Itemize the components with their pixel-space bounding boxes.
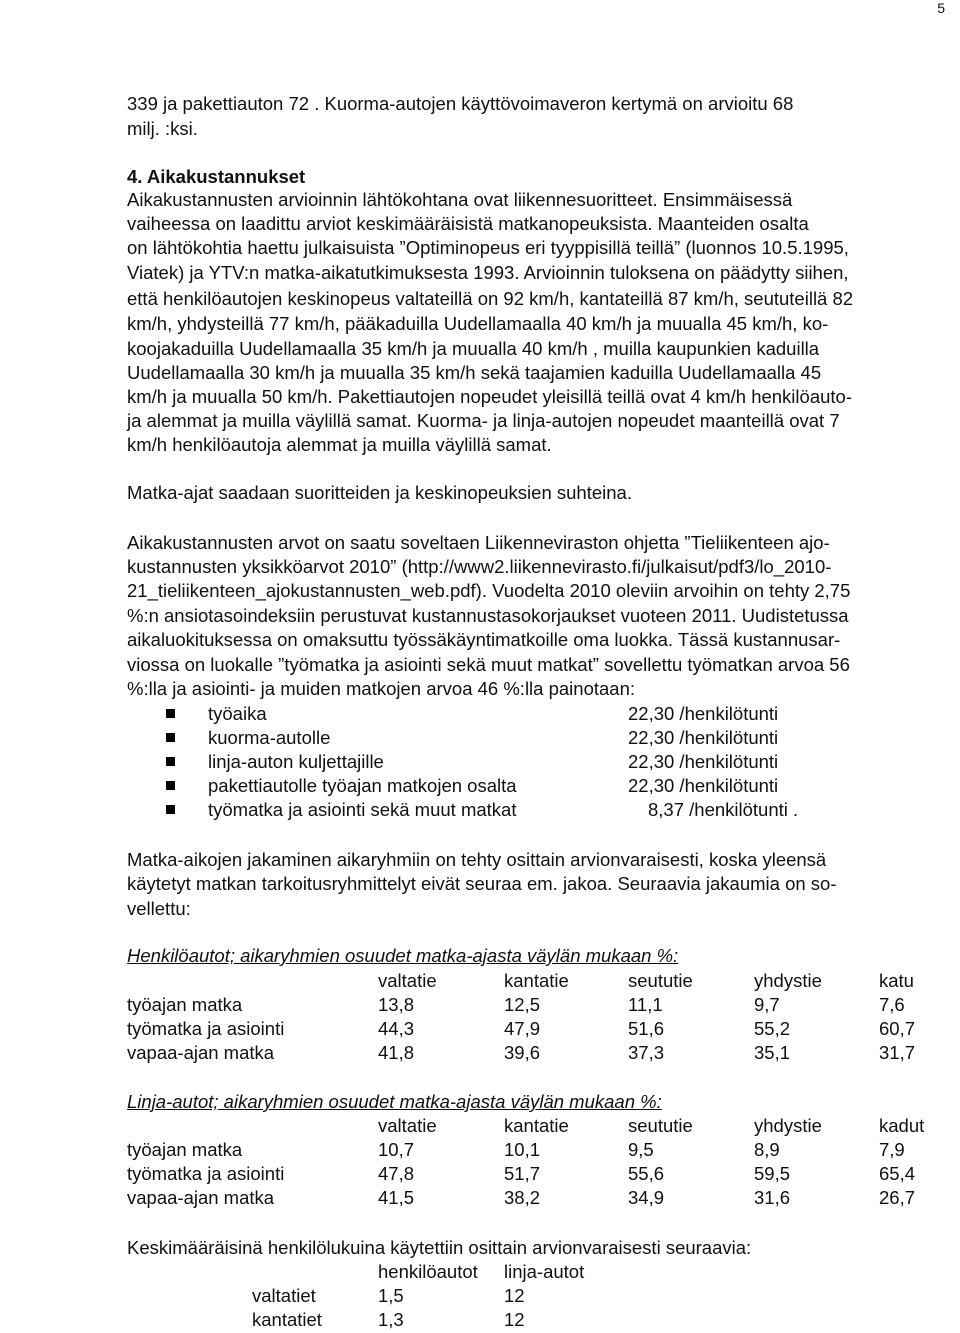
paragraph-line: on lähtökohtia haettu julkaisuista ”Optiminopeus eri tyyppisillä teillä” (luonnos 10.5.1995, (127, 237, 849, 258)
row-label: työmatka ja asiointi (127, 1018, 285, 1039)
time-value-label: kuorma-autolle (208, 727, 331, 748)
table-cell: 11,1 (628, 994, 663, 1015)
bullet-icon (166, 709, 175, 718)
bullet-icon (166, 733, 175, 742)
table-cell: 31,6 (754, 1187, 791, 1208)
time-value-amount: 22,30 /henkilötunti (628, 751, 779, 772)
time-value-label: työaika (208, 703, 267, 724)
page-number: 5 (937, 0, 945, 16)
paragraph-line: Aikakustannusten arvot on saatu soveltaen Liikenneviraston ohjetta ”Tieliikenteen ajo- (127, 532, 830, 553)
section-heading: 4. Aikakustannukset (127, 166, 306, 187)
paragraph-line: vellettu: (127, 898, 191, 919)
paragraph-line: vaiheessa on laadittu arviot keskimääräisistä matkanopeuksista. Maanteiden osalta (127, 213, 809, 234)
time-value-amount: 22,30 /henkilötunti (628, 703, 779, 724)
paragraph-line: Matka-aikojen jakaminen aikaryhmiin on tehty osittain arvionvaraisesti, koska yleensä (127, 849, 827, 870)
paragraph-line: Keskimääräisinä henkilölukuina käytettiin osittain arvionvaraisesti seuraavia: (127, 1237, 752, 1258)
paragraph-line: km/h henkilöautoja alemmat ja muilla väylillä samat. (127, 434, 552, 455)
table-cell: 31,7 (879, 1042, 916, 1063)
paragraph-line: Matka-ajat saadaan suoritteiden ja keskinopeuksien suhteina. (127, 482, 632, 503)
table-cell: 55,6 (628, 1163, 665, 1184)
table-cell: 26,7 (879, 1187, 916, 1208)
time-value-label: pakettiautolle työajan matkojen osalta (208, 775, 517, 796)
paragraph-line: käytetyt matkan tarkoitusryhmittelyt eivät seuraa em. jakoa. Seuraavia jakaumia on so- (127, 873, 837, 894)
table-cell: 59,5 (754, 1163, 791, 1184)
table-cell: 7,9 (879, 1139, 905, 1160)
row-label: työmatka ja asiointi (127, 1163, 285, 1184)
paragraph-line: Aikakustannusten arvioinnin lähtökohtana ovat liikennesuoritteet. Ensimmäisessä (127, 189, 793, 210)
table-cell: 12,5 (504, 994, 541, 1015)
paragraph-line: koojakaduilla Uudellamaalla 35 km/h ja muualla 40 km/h , muilla kaupunkien kaduilla (127, 338, 820, 359)
table-title: Henkilöautot; aikaryhmien osuudet matka-ajasta väylän mukaan %: (127, 945, 679, 966)
paragraph-line: viossa on luokalle ”työmatka ja asiointi sekä muut matkat” sovellettu työmatkan arvoa 56 (127, 654, 850, 675)
row-label: kantatiet (252, 1309, 322, 1330)
column-header: linja-autot (504, 1261, 585, 1282)
column-header: yhdystie (754, 970, 822, 991)
time-value-label: työmatka ja asiointi sekä muut matkat (208, 799, 517, 820)
table-cell: 13,8 (378, 994, 415, 1015)
table-cell: 51,7 (504, 1163, 541, 1184)
table-cell: 41,5 (378, 1187, 415, 1208)
time-value-amount: 22,30 /henkilötunti (628, 775, 779, 796)
column-header: kadut (879, 1115, 925, 1136)
paragraph-line: %:n ansiotasoindeksiin perustuvat kustannustasokorjaukset vuoteen 2011. Uudistetussa (127, 605, 849, 626)
bullet-icon (166, 781, 175, 790)
table-cell: 1,3 (378, 1309, 404, 1330)
table-cell: 34,9 (628, 1187, 665, 1208)
paragraph-line: %:lla ja asiointi- ja muiden matkojen arvoa 46 %:lla painotaan: (127, 678, 636, 699)
column-header: seututie (628, 1115, 693, 1136)
paragraph-line: että henkilöautojen keskinopeus valtateillä on 92 km/h, kantateillä 87 km/h, seututeillä 82 (127, 288, 854, 309)
column-header: kantatie (504, 970, 569, 991)
table-cell: 51,6 (628, 1018, 665, 1039)
column-header: valtatie (378, 1115, 437, 1136)
time-value-amount: 22,30 /henkilötunti (628, 727, 779, 748)
table-cell: 44,3 (378, 1018, 415, 1039)
column-header: seututie (628, 970, 693, 991)
table-cell: 9,5 (628, 1139, 654, 1160)
paragraph-line: km/h, yhdysteillä 77 km/h, pääkaduilla Uudellamaalla 40 km/h ja muualla 45 km/h, ko- (127, 313, 829, 334)
time-value-label: linja-auton kuljettajille (208, 751, 384, 772)
table-cell: 10,7 (378, 1139, 415, 1160)
table-cell: 35,1 (754, 1042, 791, 1063)
paragraph-line: 21_tieliikenteen_ajokustannusten_web.pdf). Vuodelta 2010 oleviin arvoihin on tehty 2,75 (127, 580, 851, 601)
bullet-icon (166, 757, 175, 766)
paragraph-line: Uudellamaalla 30 km/h ja muualla 35 km/h sekä taajamien kaduilla Uudellamaalla 45 (127, 362, 822, 383)
column-header: kantatie (504, 1115, 569, 1136)
table-cell: 39,6 (504, 1042, 541, 1063)
bullet-icon (166, 805, 175, 814)
table-cell: 12 (504, 1309, 525, 1330)
row-label: vapaa-ajan matka (127, 1042, 275, 1063)
table-cell: 8,9 (754, 1139, 780, 1160)
table-cell: 47,9 (504, 1018, 541, 1039)
column-header: yhdystie (754, 1115, 822, 1136)
table-cell: 1,5 (378, 1285, 404, 1306)
paragraph-line: aikaluokituksessa on omaksuttu työssäkäyntimatkoille oma luokka. Tässä kustannusar- (127, 629, 841, 650)
paragraph-line: km/h ja muualla 50 km/h. Pakettiautojen nopeudet yleisillä teillä ovat 4 km/h henkilöauto- (127, 386, 852, 407)
table-cell: 65,4 (879, 1163, 916, 1184)
row-label: työajan matka (127, 1139, 243, 1160)
column-header: valtatie (378, 970, 437, 991)
paragraph-line: ja alemmat ja muilla väylillä samat. Kuorma- ja linja-autojen nopeudet maanteillä ovat 7 (127, 410, 840, 431)
table-title: Linja-autot; aikaryhmien osuudet matka-ajasta väylän mukaan %: (127, 1091, 662, 1112)
table-cell: 10,1 (504, 1139, 541, 1160)
table-cell: 38,2 (504, 1187, 541, 1208)
row-label: vapaa-ajan matka (127, 1187, 275, 1208)
column-header: katu (879, 970, 914, 991)
paragraph-line: Viatek) ja YTV:n matka-aikatutkimuksesta 1993. Arvioinnin tuloksena on päädytty siihen, (127, 262, 849, 283)
table-cell: 55,2 (754, 1018, 791, 1039)
table-cell: 41,8 (378, 1042, 415, 1063)
row-label: valtatiet (252, 1285, 316, 1306)
time-value-amount: 8,37 /henkilötunti . (648, 799, 799, 820)
column-header: henkilöautot (378, 1261, 478, 1282)
table-cell: 60,7 (879, 1018, 916, 1039)
table-cell: 9,7 (754, 994, 780, 1015)
table-cell: 12 (504, 1285, 525, 1306)
intro-line: 339 ja pakettiauton 72 . Kuorma-autojen käyttövoimaveron kertymä on arvioitu 68 (127, 93, 794, 114)
table-cell: 47,8 (378, 1163, 415, 1184)
table-cell: 7,6 (879, 994, 905, 1015)
table-cell: 37,3 (628, 1042, 665, 1063)
intro-line: milj. :ksi. (127, 118, 198, 139)
paragraph-line: kustannusten yksikköarvot 2010” (http://www2.liikennevirasto.fi/julkaisut/pdf3/lo_2010- (127, 556, 832, 577)
row-label: työajan matka (127, 994, 243, 1015)
